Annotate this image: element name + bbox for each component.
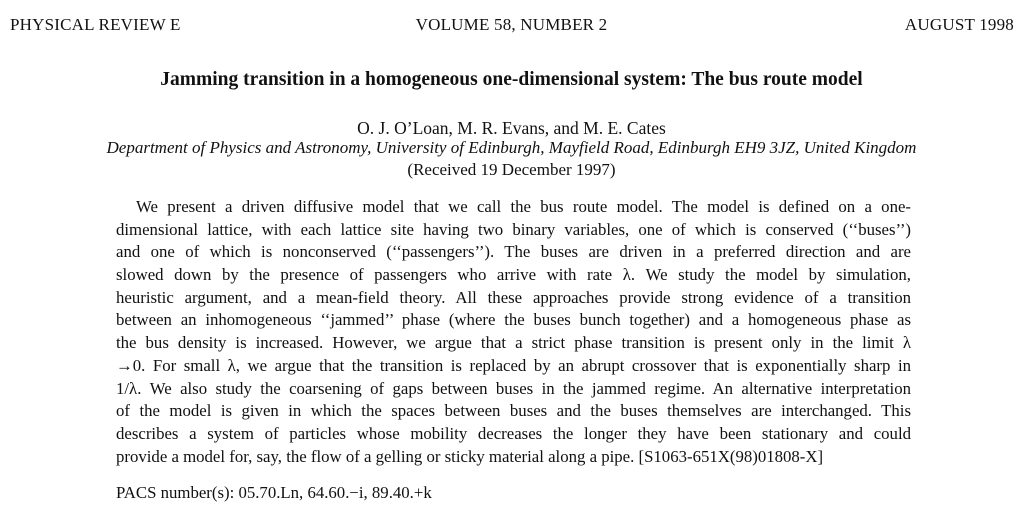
abstract-line: between an inhomogeneous ‘‘jammed’’ phase (where the buses bunch together) and a homogeneous phase as	[116, 310, 911, 330]
abstract-line: →0. For small λ, we argue that the transition is replaced by an abrupt crossover that is exponentially sharp in	[116, 355, 911, 375]
received-date: (Received 19 December 1997)	[407, 160, 616, 179]
abstract-line: provide a model for, say, the flow of a gelling or sticky material along a pipe. [S1063-651X(98)01808-X]	[116, 446, 824, 466]
affiliation: Department of Physics and Astronomy, University of Edinburgh, Mayfield Road, Edinburgh EH9 3JZ, United Kingdom	[106, 138, 917, 157]
abstract-line: heuristic argument, and a mean-field theory. All these approaches provide strong evidence of a transition	[116, 287, 911, 307]
abstract-line: dimensional lattice, with each lattice site having two binary variables, one of which is conserved (‘‘buses’’)	[116, 219, 911, 239]
abstract-line: slowed down by the presence of passengers who arrive with rate λ. We study the model by simulation,	[116, 265, 911, 285]
pacs-numbers: PACS number(s): 05.70.Ln, 64.60.−i, 89.40.+k	[116, 483, 432, 502]
author-list: O. J. O’Loan, M. R. Evans, and M. E. Cates	[357, 118, 666, 138]
abstract-line: the bus density is increased. However, we argue that a strict phase transition is present only in the limit λ	[116, 333, 911, 353]
publication-date: AUGUST 1998	[904, 15, 1014, 34]
abstract-line: of the model is given in which the spaces between buses and the buses themselves are interchanged. This	[116, 401, 911, 421]
abstract-line: describes a system of particles whose mobility decreases the longer they have been stationary and could	[116, 423, 911, 443]
abstract-line: and one of which is nonconserved (‘‘passengers’’). The buses are driven in a preferred direction and are	[116, 242, 911, 262]
volume-number: VOLUME 58, NUMBER 2	[415, 15, 608, 34]
abstract	[116, 196, 911, 468]
paper-title: Jamming transition in a homogeneous one-dimensional system: The bus route model	[160, 69, 863, 90]
abstract-line: 1/λ. We also study the coarsening of gaps between buses in the jammed regime. An alternative interpretation	[116, 378, 911, 398]
journal-name: PHYSICAL REVIEW E	[10, 15, 181, 34]
abstract-line: We present a driven diffusive model that we call the bus route model. The model is defined on a one-	[136, 197, 911, 216]
